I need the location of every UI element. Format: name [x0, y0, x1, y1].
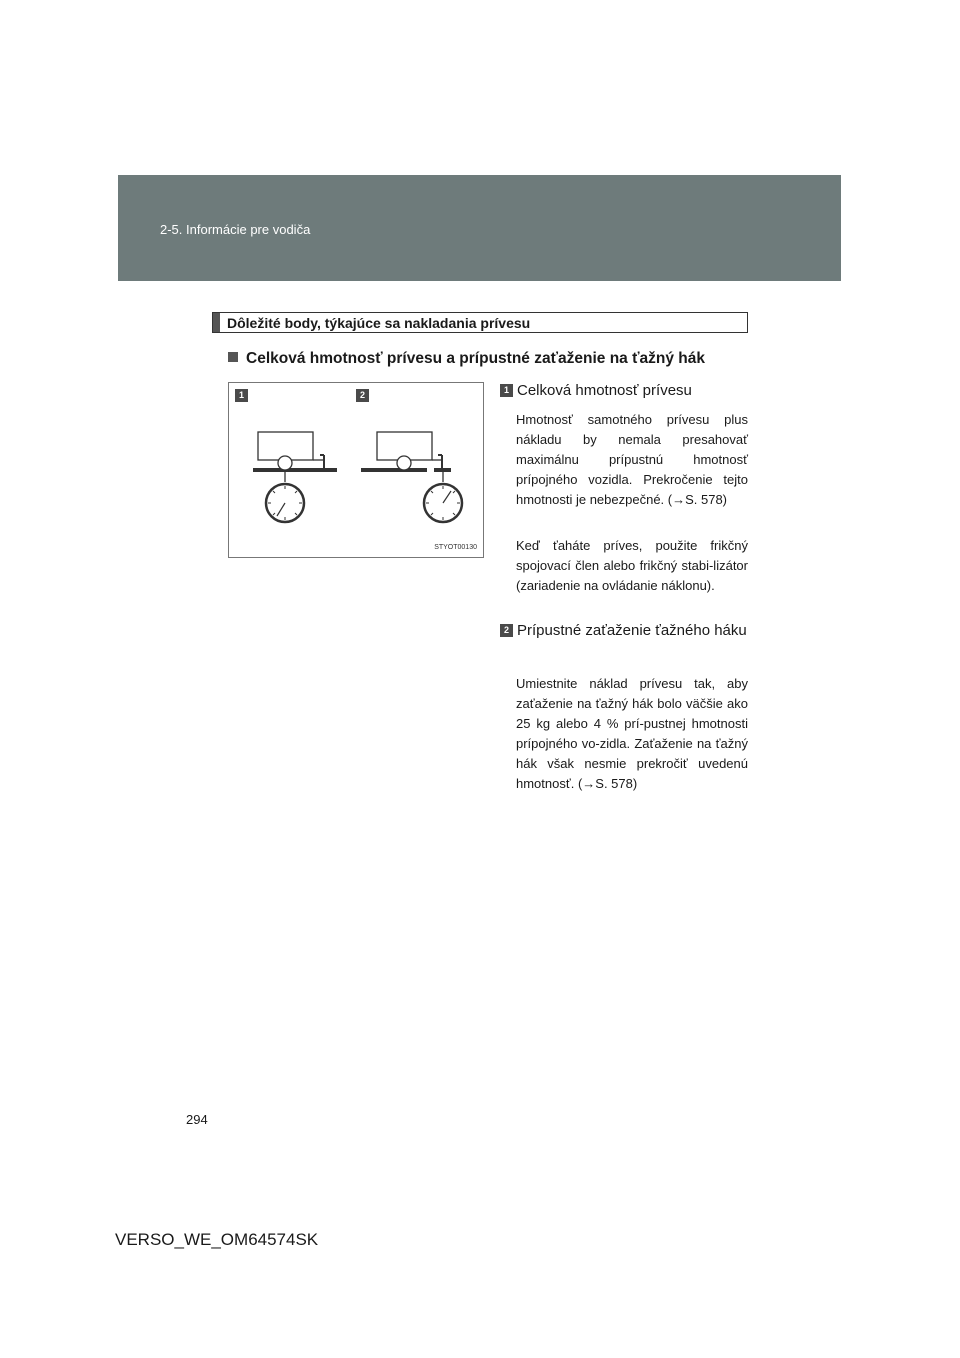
figure-code: STYOT00130 [434, 544, 477, 551]
page-number: 294 [186, 1112, 208, 1127]
item-2-paragraph-1: Umiestnite náklad prívesu tak, aby zaťaženie na ťažný hák bolo väčšie ako 25 kg alebo 4 % prí-pustnej hmotnosti prípojného vo-zidla. Zaťaženie na ťažný hák však nesmie prekročiť uvedenú hmotnosť. (→S. 578) [516, 676, 748, 791]
notice-bar [213, 313, 220, 332]
item-1-paragraph-1: Hmotnosť samotného prívesu plus nákladu by nemala presahovať maximálnu prípustnú hmotnosť prípojného vozidla. Prekročenie tejto hmotnosti je nebezpečné. (→S. 578) [516, 412, 748, 507]
section-title: 2-5. Informácie pre vodiča [160, 222, 311, 237]
figure-badge-2: 2 [356, 389, 369, 402]
item-1-badge: 1 [500, 384, 513, 397]
subheading-text: Celková hmotnosť prívesu a prípustné zaťaženie na ťažný hák [246, 350, 705, 367]
trailer-scale-figure [228, 382, 484, 558]
document-code: VERSO_WE_OM64574SK [115, 1230, 319, 1249]
item-2-title: Prípustné zaťaženie ťažného háku [517, 622, 747, 639]
square-bullet-icon [228, 352, 238, 362]
item-1-paragraph-2: Keď ťaháte príves, použite frikčný spojovací člen alebo frikčný stabi-lizátor (zariadenie na ovládanie náklonu). [516, 538, 748, 593]
subheading [228, 350, 705, 368]
item-1-title: Celková hmotnosť prívesu [517, 382, 692, 399]
item-2-badge: 2 [500, 624, 513, 637]
notice-box [212, 312, 748, 333]
trailer-illustration [229, 383, 483, 557]
notice-title: Dôležité body, týkajúce sa nakladania prívesu [227, 315, 531, 331]
figure-badge-1: 1 [235, 389, 248, 402]
